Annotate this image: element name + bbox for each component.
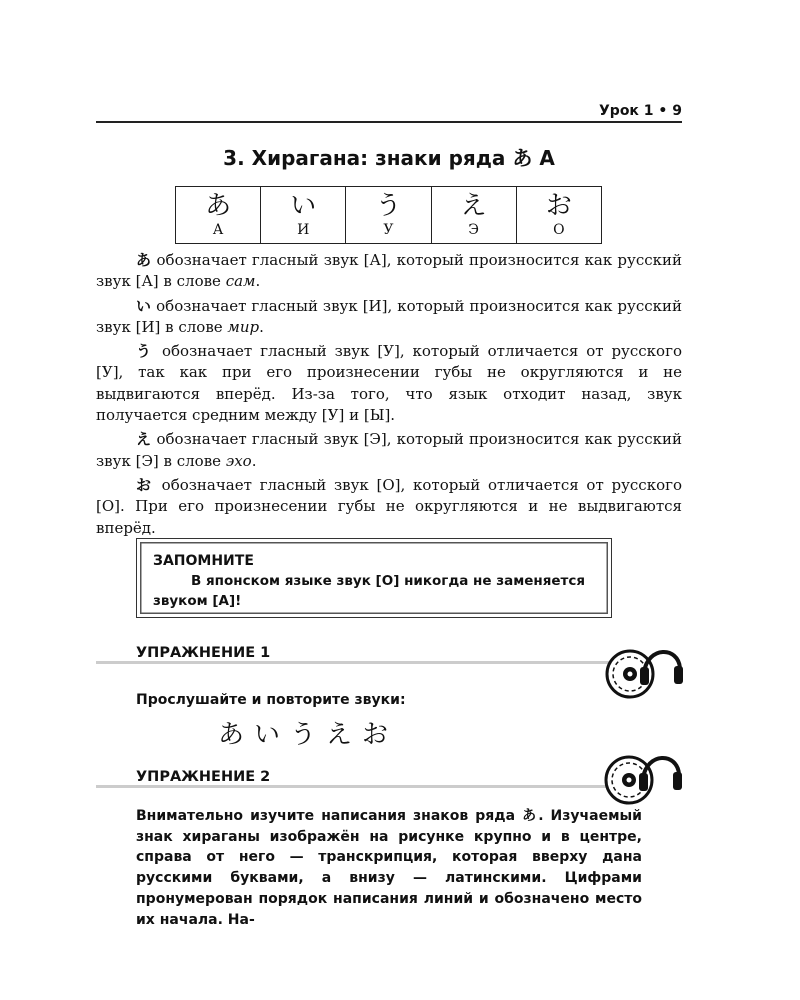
kana-cell xyxy=(346,187,431,244)
kana-cell xyxy=(261,187,346,244)
paragraph-text: обозначает гласный звук [И], который произносится как русский звук [И] в слове xyxy=(96,296,682,336)
paragraph-kana: い xyxy=(136,296,152,315)
paragraph-kana: お xyxy=(136,475,154,494)
exercise2-text: Внимательно изучите написания знаков ряда あ. Изучаемый знак хираганы изображён на рисунке крупно и в центре, справа от него — транскрипция, которая вверху дана русскими буквами, а внизу — латинскими. Цифрами пронумерован порядок написания линий и обозначено место их начала. На- xyxy=(136,808,642,928)
paragraph xyxy=(96,296,682,339)
kana-cyr: Э xyxy=(468,222,480,238)
exercise1-title: УПРАЖНЕНИЕ 1 xyxy=(136,645,271,661)
paragraph-end: . xyxy=(255,272,261,291)
kana-table xyxy=(175,186,602,244)
kana-char: あ xyxy=(205,191,232,221)
paragraph-text: обозначает гласный звук [Э], который произносится как русский звук [Э] в слове xyxy=(96,430,682,470)
kana-char: え xyxy=(460,191,487,221)
exercise1-divider xyxy=(96,661,616,664)
section-title: 3. Хирагана: знаки ряда あ А xyxy=(223,146,555,170)
paragraph xyxy=(96,341,682,426)
cd-headphones-icon[interactable] xyxy=(604,642,684,702)
paragraph-text: обозначает гласный звук [У], который отличается от русского [У], так как при его произнесении губы не округляются и не выдвигаются вперёд. Из-за того, что язык отходит назад, звук получается средним между [У] и [Ы]. xyxy=(96,342,682,425)
paragraph-kana: え xyxy=(136,430,152,449)
remember-title: ЗАПОМНИТЕ xyxy=(153,553,254,569)
remember-text: В японском языке звук [О] никогда не заменяется звуком [А]! xyxy=(153,573,586,609)
kana-cyr: О xyxy=(553,222,565,238)
paragraph-end: . xyxy=(251,451,257,470)
remember-box xyxy=(136,538,612,618)
paragraph-word: сам xyxy=(225,272,256,291)
kana-char: お xyxy=(545,191,572,221)
paragraph-kana: う xyxy=(136,342,155,361)
kana-cyr: И xyxy=(297,222,310,238)
paragraph-kana: あ xyxy=(136,251,152,269)
cd-headphones-icon[interactable] xyxy=(603,748,683,808)
kana-char: う xyxy=(375,191,402,221)
paragraph xyxy=(96,475,682,539)
kana-cell xyxy=(176,187,261,244)
paragraph xyxy=(96,429,682,472)
paragraph xyxy=(96,250,682,293)
kana-char: い xyxy=(290,191,317,221)
paragraph-text: обозначает гласный звук [О], который отличается от русского [О]. При его произнесении губы не округляются и не выдвигаются вперёд. xyxy=(96,475,682,537)
exercise2-title: УПРАЖНЕНИЕ 2 xyxy=(136,769,271,785)
exercise1-kana-row: あいうえお xyxy=(218,720,399,750)
paragraph-text: обозначает гласный звук [А], который произносится как русский звук [А] в слове xyxy=(96,251,682,291)
paragraph-end: . xyxy=(259,317,264,336)
exercise2-divider xyxy=(96,785,616,788)
body-text xyxy=(96,250,682,542)
kana-cyr: У xyxy=(383,222,394,238)
paragraph-word: мир xyxy=(227,317,260,336)
kana-cyr: А xyxy=(212,222,224,238)
running-head: Урок 1 • 9 xyxy=(96,101,682,123)
paragraph-word: эхо xyxy=(225,451,252,470)
kana-cell xyxy=(431,187,516,244)
exercise1-instruction: Прослушайте и повторите звуки: xyxy=(136,692,406,708)
kana-cell xyxy=(516,187,601,244)
